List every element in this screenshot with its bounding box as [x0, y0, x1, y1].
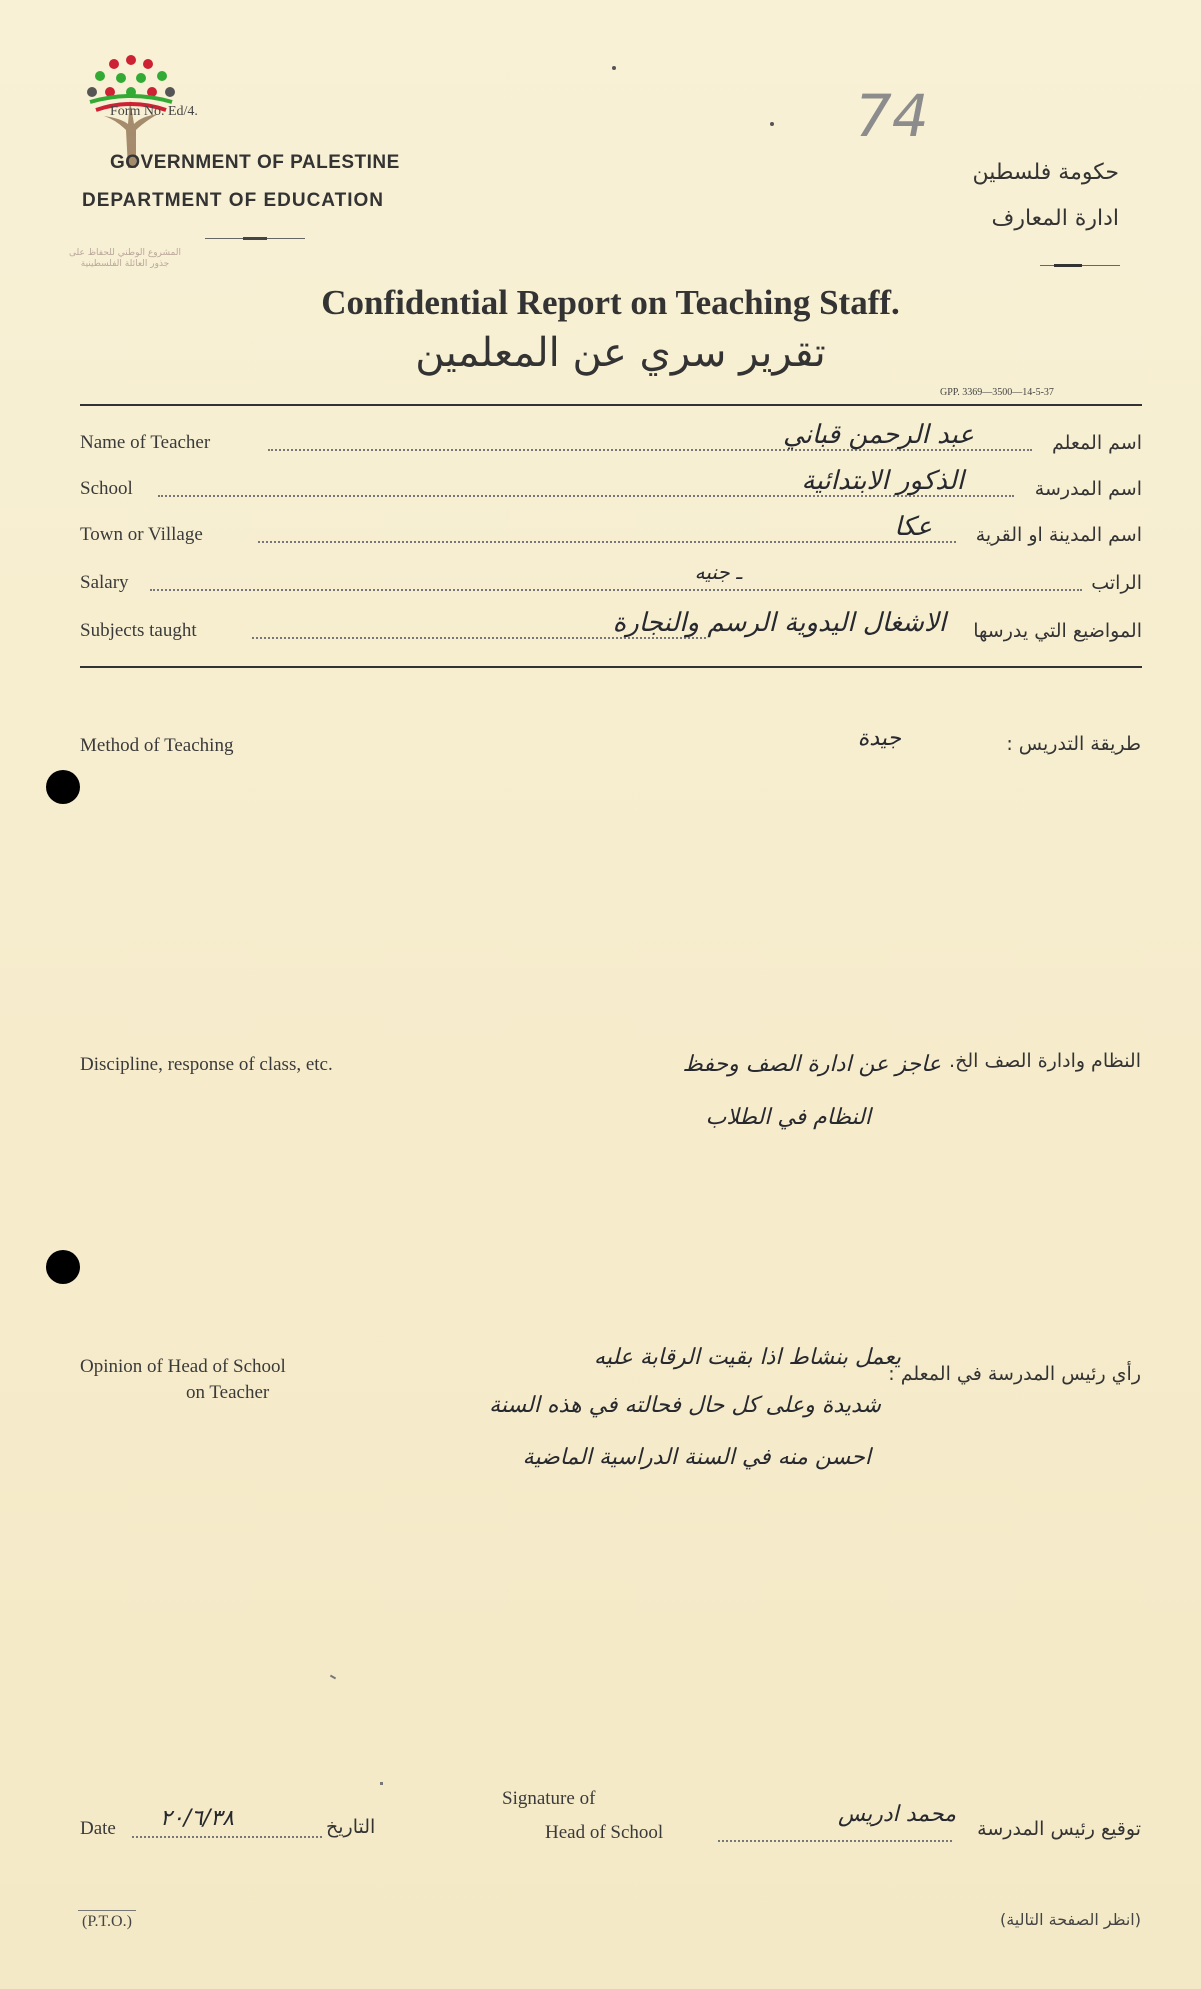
field-label-ar: اسم المدينة او القرية	[975, 524, 1142, 546]
field-label-en: Town or Village	[80, 524, 203, 545]
field-row-school	[80, 466, 1142, 504]
school-value: الذكور الابتدائية	[801, 466, 964, 496]
punch-hole	[46, 770, 80, 804]
field-row-teacher-name	[80, 420, 1142, 458]
header-divider-left	[205, 238, 305, 239]
opinion-line-3: احسن منه في السنة الدراسية الماضية	[522, 1445, 871, 1470]
opinion-label-ar: رأي رئيس المدرسة في المعلم :	[888, 1363, 1141, 1385]
signature-label-2: Head of School	[545, 1822, 664, 1843]
teacher-name-value: عبد الرحمن قباني	[782, 420, 974, 450]
field-row-town	[80, 512, 1142, 550]
date-label-en: Date	[80, 1818, 116, 1839]
field-label-en: Salary	[80, 572, 129, 593]
signature-label-1: Signature of	[502, 1788, 596, 1809]
method-value: جيدة	[857, 726, 901, 751]
report-title-ar: تقرير سري عن المعلمين	[415, 330, 826, 376]
date-value: ٢٠/٦/٣٨	[160, 1806, 234, 1831]
government-title-en: GOVERNMENT OF PALESTINE	[110, 152, 400, 173]
town-value: عكا	[894, 512, 932, 542]
field-label-ar: اسم المعلم	[1051, 432, 1142, 454]
next-page-note-ar: (انظر الصفحة التالية)	[999, 1910, 1141, 1929]
ink-dot	[770, 122, 774, 126]
opinion-label-en-2: on Teacher	[186, 1382, 270, 1403]
report-title-en: Confidential Report on Teaching Staff.	[321, 283, 900, 322]
opinion-line-1: يعمل بنشاط اذا بقيت الرقابة عليه	[594, 1345, 901, 1370]
signature-dotted-leader	[718, 1840, 952, 1842]
method-label-ar: طريقة التدريس :	[1006, 733, 1141, 755]
subjects-value: الاشغال اليدوية الرسم والنجارة	[612, 608, 946, 638]
handwritten-page-number: 74	[855, 82, 929, 150]
form-number: Form No. Ed/4.	[110, 104, 198, 119]
field-label-en: Subjects taught	[80, 620, 197, 641]
signature-label-ar: توقيع رئيس المدرسة	[977, 1818, 1141, 1840]
opinion-line-2: شديدة وعلى كل حال فحالته في هذه السنة	[489, 1393, 881, 1418]
paper-speck	[330, 1675, 336, 1680]
discipline-label-en: Discipline, response of class, etc.	[80, 1054, 333, 1075]
field-row-subjects	[80, 608, 1142, 646]
department-title-en: DEPARTMENT OF EDUCATION	[82, 190, 385, 211]
date-dotted-leader	[132, 1836, 322, 1838]
header-divider-right	[1040, 265, 1120, 266]
pto-note: (P.T.O.)	[78, 1910, 136, 1931]
field-label-en: Name of Teacher	[80, 432, 211, 453]
method-label-en: Method of Teaching	[80, 735, 234, 756]
watermark-caption: المشروع الوطني للحفاظ على جذور العائلة الفلسطينية	[68, 248, 181, 269]
signature-value: محمد ادريس	[838, 1802, 956, 1827]
field-label-en: School	[80, 478, 133, 499]
punch-hole	[46, 1250, 80, 1284]
ink-dot	[612, 66, 616, 70]
opinion-label-en-1: Opinion of Head of School	[80, 1356, 286, 1377]
salary-value: ـ جنيه	[694, 560, 742, 584]
field-label-ar: المواضيع التي يدرسها	[973, 620, 1142, 642]
paper-speck	[380, 1782, 383, 1785]
print-code: GPP. 3369—3500—14-5-37	[940, 387, 1054, 398]
government-title-ar: حكومة فلسطين	[972, 160, 1119, 185]
discipline-label-ar: النظام وادارة الصف الخ.	[949, 1050, 1141, 1072]
field-label-ar: الراتب	[1091, 572, 1142, 594]
fields-top-rule	[80, 404, 1142, 406]
field-label-ar: اسم المدرسة	[1034, 478, 1142, 500]
discipline-line-1: عاجز عن ادارة الصف وحفظ	[682, 1052, 941, 1077]
field-row-salary	[80, 560, 1142, 598]
date-label-ar: التاريخ	[326, 1816, 376, 1838]
fields-bottom-rule	[80, 666, 1142, 668]
discipline-line-2: النظام في الطلاب	[705, 1105, 871, 1130]
dotted-leader	[150, 589, 1082, 591]
dotted-leader	[258, 541, 956, 543]
department-title-ar: ادارة المعارف	[991, 206, 1119, 231]
